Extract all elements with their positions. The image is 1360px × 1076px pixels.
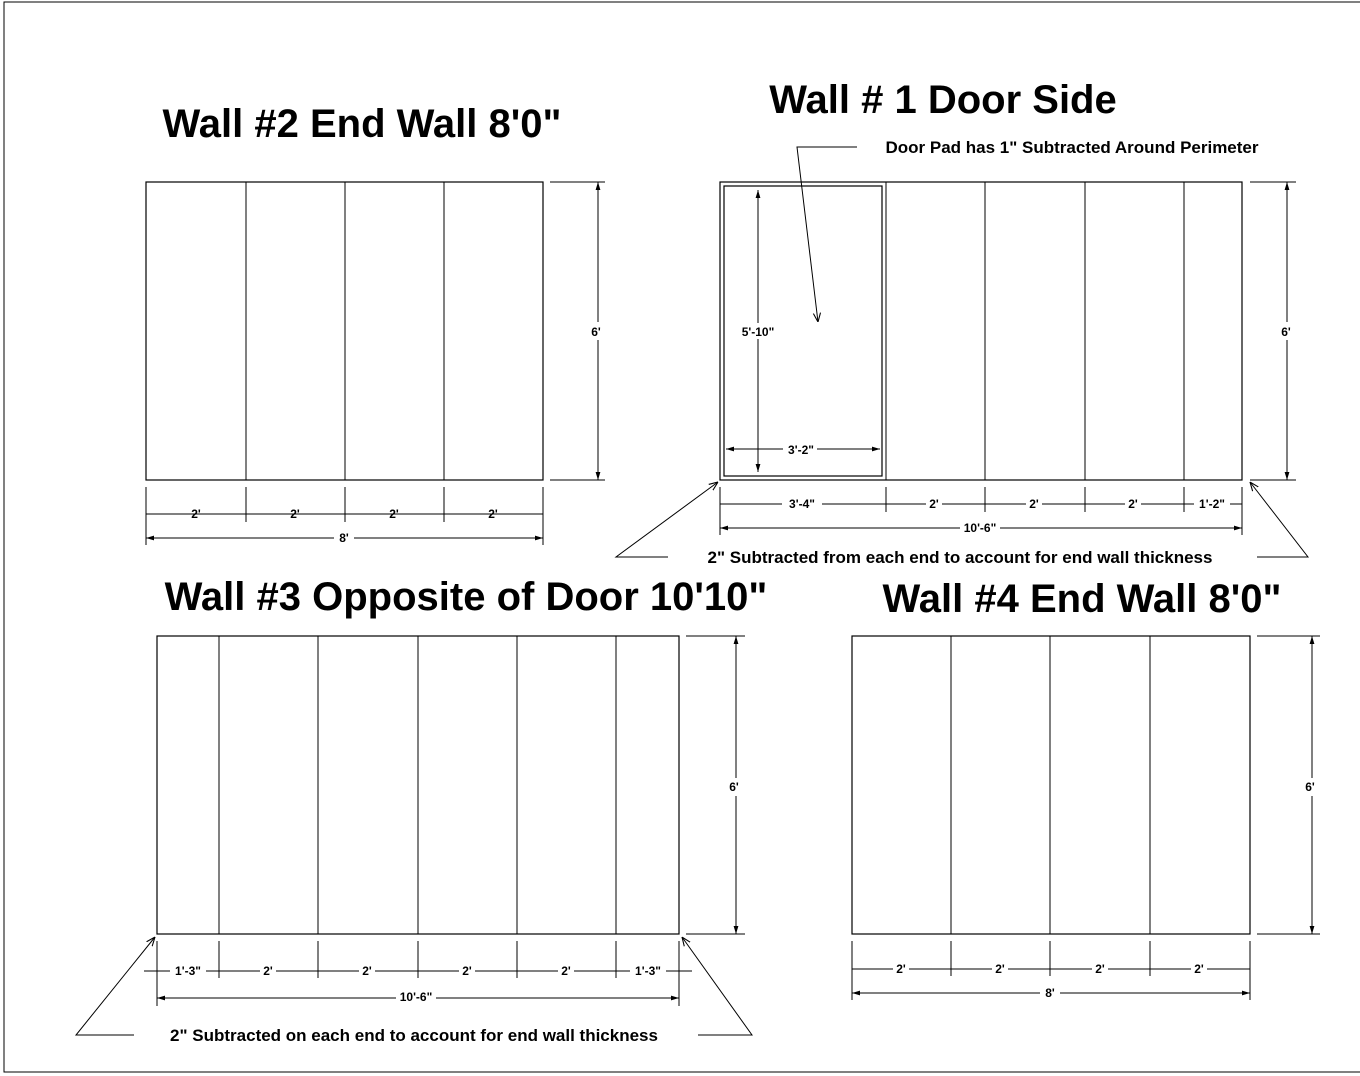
panel-width-label: 1'-2" [1199, 497, 1225, 511]
wall-3-end-note: 2" Subtracted on each end to account for end wall thickness [170, 1026, 658, 1045]
door-height-label: 5'-10" [741, 325, 775, 339]
panel-width-label: 1'-3" [175, 964, 201, 978]
wall-4-height-label: 6' [1305, 780, 1315, 794]
wall-4-title: Wall #4 End Wall 8'0" [882, 577, 1282, 621]
wall-1-end-note: 2" Subtracted from each end to account for end wall thickness [707, 548, 1213, 567]
panel-width-label: 3'-4" [789, 497, 815, 511]
panel-width-label: 2' [462, 964, 472, 978]
panel-width-label: 2' [362, 964, 372, 978]
wall-2-title: Wall #2 End Wall 8'0" [162, 102, 562, 146]
wall-2-height-label: 6' [591, 325, 601, 339]
wall-1-height-label: 6' [1281, 325, 1291, 339]
panel-width-label: 2' [561, 964, 571, 978]
wall-4-overall-label: 8' [1045, 986, 1055, 1000]
wall-1-overall-label: 10'-6" [963, 521, 997, 535]
end-note-leader-right [682, 937, 752, 1035]
door-width-label: 3'-2" [788, 443, 814, 457]
panel-width-label: 2' [1095, 962, 1105, 976]
panel-width-label: 2' [1029, 497, 1039, 511]
wall-2-overall-label: 8' [339, 531, 349, 545]
wall-3-title: Wall #3 Opposite of Door 10'10" [164, 575, 768, 619]
wall-4-outline [852, 636, 1250, 934]
panel-width-label: 2' [389, 507, 399, 521]
panel-width-label: 2' [191, 507, 201, 521]
wall-1-elevation [616, 78, 1308, 567]
end-note-leader-left [76, 937, 155, 1035]
panel-width-label: 2' [995, 962, 1005, 976]
panel-width-label: 2' [929, 497, 939, 511]
wall-4-elevation [852, 577, 1320, 1000]
door-pad-note: Door Pad has 1" Subtracted Around Perimeter [885, 138, 1259, 157]
panel-width-label: 2' [1128, 497, 1138, 511]
wall-3-overall-label: 10'-6" [399, 990, 433, 1004]
end-note-leader-right [1250, 482, 1308, 557]
wall-3-elevation [76, 575, 767, 1045]
end-note-leader-left [616, 482, 718, 557]
wall-3-height-label: 6' [729, 780, 739, 794]
wall-2-elevation [146, 102, 607, 545]
panel-width-label: 2' [263, 964, 273, 978]
wall-1-title: Wall # 1 Door Side [769, 78, 1117, 122]
panel-width-label: 2' [290, 507, 300, 521]
panel-width-label: 2' [1194, 962, 1204, 976]
panel-width-label: 2' [896, 962, 906, 976]
panel-width-label: 2' [488, 507, 498, 521]
panel-width-label: 1'-3" [635, 964, 661, 978]
